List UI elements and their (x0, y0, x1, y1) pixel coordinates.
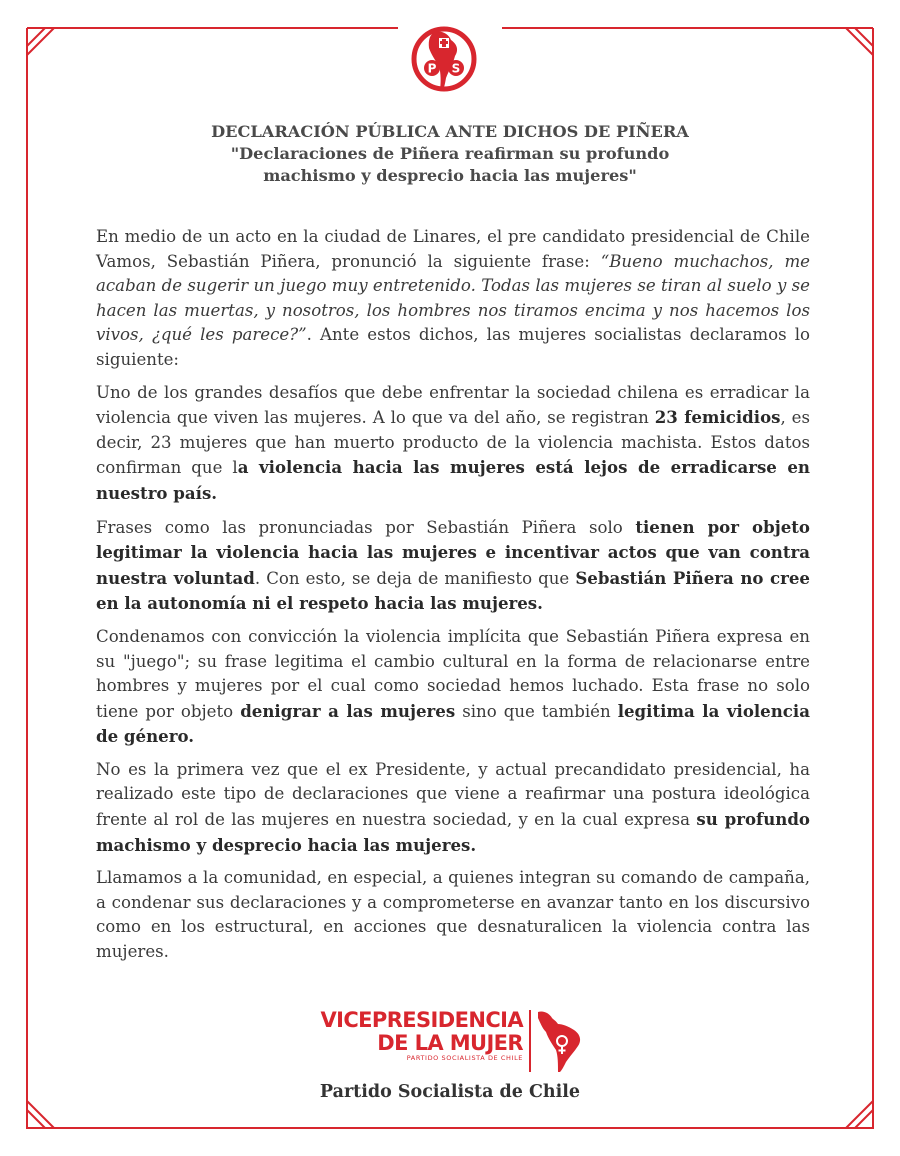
paragraph-3-emphasis-1: tienen por objeto legitimar la violencia hacia las mujeres e incentivar actos que van contra nuestra voluntad (96, 516, 810, 588)
svg-text:P: P (427, 61, 437, 76)
vicepresidencia-wordmark (318, 1008, 523, 1063)
latin-america-female-symbol-icon (536, 1008, 584, 1074)
paragraph-4-text-mid: sino que también (455, 701, 618, 721)
paragraph-4 (96, 625, 810, 750)
paragraph-3-emphasis-2: Sebastián Piñera no cree en la autonomía ni el respeto hacia las mujeres. (96, 567, 810, 614)
paragraph-1-text: En medio de un acto en la ciudad de Linares, el pre candidato presidencial de Chile Vamos, Sebastián Piñera, pronunció la siguiente frase: (96, 227, 810, 271)
paragraph-5 (96, 758, 810, 858)
paragraph-5-emphasis: su profundo machismo y desprecio hacia las mujeres. (96, 809, 810, 855)
paragraph-6-text: Llamamos a la comunidad, en especial, a quienes integran su comando de campaña, a condenar sus declaraciones y a comprometerse en avanzar tanto en los discursivo como en los estructural, en acciones que desnaturalicen la violencia contra las mujeres. (96, 868, 810, 962)
paragraph-1-text-end: . Ante estos dichos, las mujeres socialistas declaramos lo siguiente: (96, 325, 810, 369)
paragraph-3-text-mid: . Con esto, se deja de manifiesto que (254, 568, 576, 588)
paragraph-1 (96, 225, 810, 373)
paragraph-5-text: No es la primera vez que el ex Presidente, y actual precandidato presidencial, ha realizado este tipo de declaraciones que viene a reafirmar una postura ideológica frente al rol de las mujeres en nuestra sociedad, y en la cual expresa (96, 759, 810, 830)
declaration-subtitle-line-1: "Declaraciones de Piñera reafirman su profundo (230, 144, 670, 163)
vicepresidencia-mujer-logo (318, 1008, 586, 1074)
paragraph-4-emphasis-1: denigrar a las mujeres (240, 700, 456, 721)
declaration-title: DECLARACIÓN PÚBLICA ANTE DICHOS DE PIÑERA (211, 122, 689, 141)
paragraph-2-text: Uno de los grandes desafíos que debe enfrentar la sociedad chilena es erradicar la violencia que viven las mujeres. A lo que va del año, se registran (96, 382, 810, 428)
paragraph-4-text: Condenamos con convicción la violencia implícita que Sebastián Piñera expresa en su "juego"; su frase legitima el cambio cultural en la forma de relacionarse entre hombres y mujeres por el cual como sociedad hemos luchado. Esta frase no solo tiene por objeto (96, 626, 810, 721)
paragraph-2 (96, 381, 810, 507)
ps-party-logo (411, 22, 477, 96)
svg-text:S: S (451, 61, 461, 76)
paragraph-3 (96, 515, 810, 617)
vicepresidencia-line-1: VICEPRESIDENCIA (320, 1008, 523, 1032)
declaration-body (96, 225, 810, 973)
vicepresidencia-line-2: DE LA MUJER (377, 1031, 523, 1055)
declaration-subtitle-line-2: machismo y desprecio hacia las mujeres" (263, 166, 637, 185)
declaration-heading (100, 121, 800, 187)
paragraph-2-emphasis: a violencia hacia las mujeres está lejos de erradicarse en nuestro país. (96, 457, 810, 503)
paragraph-3-text: Frases como las pronunciadas por Sebastián Piñera solo (96, 517, 636, 537)
paragraph-2-text-mid: , es decir, 23 mujeres que han muerto producto de la violencia machista. Estos datos confirman que l (96, 408, 810, 478)
paragraph-6 (96, 866, 810, 964)
logo-divider (529, 1010, 531, 1072)
pinera-quote: “Bueno muchachos, me acaban de sugerir un juego muy entretenido. Todas las mujeres se tiran al suelo y se hacen las muertas, y nosotros, los hombres nos tiramos encima y nos hacemos los vivos, ¿qué les parece?” (96, 251, 811, 345)
femicide-count: 23 femicidios (654, 407, 781, 428)
vicepresidencia-line-3: PARTIDO SOCIALISTA DE CHILE (406, 1054, 523, 1062)
paragraph-4-emphasis-2: legitima la violencia de género. (96, 700, 810, 747)
organization-name: Partido Socialista de Chile (319, 1082, 581, 1102)
